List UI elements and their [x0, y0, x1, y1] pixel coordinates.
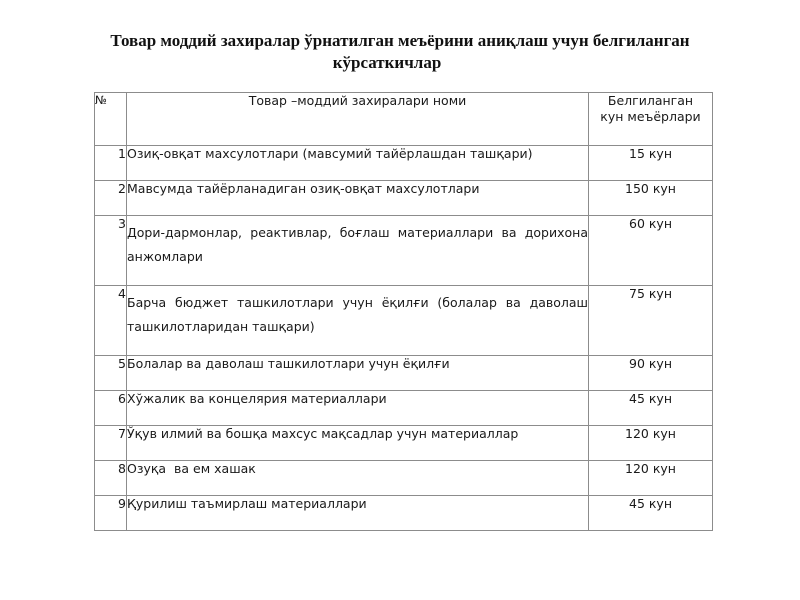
row-number: 8 — [95, 461, 127, 496]
table-row — [95, 146, 713, 181]
header-name: Товар –моддий захиралари номи — [127, 93, 589, 146]
row-name: Болалар ва даволаш ташкилотлари учун ёқилғи — [127, 356, 589, 391]
row-days: 45 кун — [589, 391, 713, 426]
row-number: 3 — [95, 216, 127, 286]
table-row — [95, 286, 713, 356]
row-days: 60 кун — [589, 216, 713, 286]
header-days-line-2: кун меъёрлари — [600, 109, 701, 124]
row-name: Ўқув илмий ва бошқа махсус мақсадлар учун материаллар — [127, 426, 589, 461]
title-line-1: Товар моддий захиралар ўрнатилган меъёрини аниқлаш учун белгиланган — [110, 31, 690, 50]
row-days: 45 кун — [589, 496, 713, 531]
row-number: 7 — [95, 426, 127, 461]
table-row — [95, 181, 713, 216]
norms-table — [94, 92, 713, 531]
table-row — [95, 391, 713, 426]
row-number: 2 — [95, 181, 127, 216]
header-days — [589, 93, 713, 146]
row-name: Озуқа ва ем хашак — [127, 461, 589, 496]
row-name: Мавсумда тайёрланадиган озиқ-овқат махсулотлари — [127, 181, 589, 216]
table-header-row — [95, 93, 713, 146]
table-row — [95, 426, 713, 461]
title-line-2: кўрсаткичлар — [332, 53, 442, 72]
header-days-line-1: Белгиланган — [607, 93, 694, 108]
row-days: 90 кун — [589, 356, 713, 391]
row-number: 1 — [95, 146, 127, 181]
row-name: Дори-дармонлар, реактивлар, боғлаш материаллари ва дорихона анжомлари — [127, 216, 589, 286]
row-number: 5 — [95, 356, 127, 391]
document-title — [0, 30, 800, 74]
row-name: Қурилиш таъмирлаш материаллари — [127, 496, 589, 531]
row-name: Хўжалик ва концелярия материаллари — [127, 391, 589, 426]
table-row — [95, 356, 713, 391]
row-days: 120 кун — [589, 426, 713, 461]
table-row — [95, 216, 713, 286]
row-days: 120 кун — [589, 461, 713, 496]
table-row — [95, 461, 713, 496]
table-row — [95, 496, 713, 531]
row-number: 4 — [95, 286, 127, 356]
row-days: 75 кун — [589, 286, 713, 356]
row-days: 150 кун — [589, 181, 713, 216]
row-days: 15 кун — [589, 146, 713, 181]
row-number: 9 — [95, 496, 127, 531]
header-number: № — [95, 93, 127, 146]
row-name: Барча бюджет ташкилотлари учун ёқилғи (болалар ва даволаш ташкилотларидан ташқари) — [127, 286, 589, 356]
row-number: 6 — [95, 391, 127, 426]
row-name: Озиқ-овқат махсулотлари (мавсумий тайёрлашдан ташқари) — [127, 146, 589, 181]
